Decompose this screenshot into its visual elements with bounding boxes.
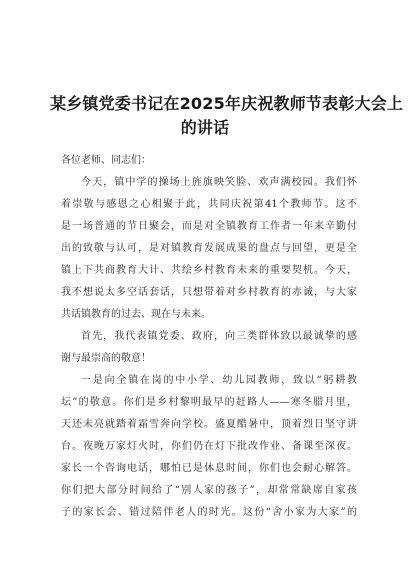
body-line: 各位老师、同志们：: [61, 155, 151, 166]
body-line: 是一场普通的节日聚会，而是对全镇教育工作者一年来辛勤付: [61, 221, 357, 232]
title-line-1: 某乡镇党委书记在2025年庆祝教师节表彰大会上: [50, 94, 404, 113]
body-line: 子的家长会、错过陪伴老人的时光。这份“舍小家为大家”的: [61, 507, 357, 518]
body-line: 今天，镇中学的操场上旌旗映笑脸、欢声满校园。我们怀: [81, 177, 357, 188]
body-line: 你们把大部分时间给了“别人家的孩子”，却常常缺席自家孩: [61, 485, 357, 496]
body-line: 一是向全镇在岗的中小学、幼儿园教师，致以“躬耕教: [81, 375, 357, 386]
body-line: 着崇敬与感恩之心相聚于此，共同庆祝第41个教师节。这不: [61, 199, 357, 210]
body-line: 天还未亮就踏着霜雪奔向学校。盛夏酷暑中，顶着烈日坚守讲: [61, 419, 357, 430]
document-body: [61, 150, 357, 524]
body-line: 共话镇教育的过去、现在与未来。: [61, 309, 211, 320]
document-title: [50, 92, 404, 140]
body-line: 出的致敬与认可，是对镇教育发展成果的盘点与回望，更是全: [61, 243, 357, 254]
title-line-2: 的讲话: [180, 118, 230, 137]
body-line: 坛”的敬意。你们是乡村黎明最早的赶路人——寒冬腊月里，: [61, 397, 357, 408]
body-line: 家长一个咨询电话，哪怕已是休息时间，你们也会耐心解答。: [61, 463, 357, 474]
body-line: 镇上下共商教育大计、共绘乡村教育未来的重要契机。今天，: [61, 265, 357, 276]
body-line: 我不想说太多空话套话，只想带着对乡村教育的赤诚，与大家: [61, 287, 357, 298]
body-line: 首先，我代表镇党委、政府，向三类群体致以最诚挚的感: [81, 331, 357, 342]
body-line: 谢与最崇高的敬意！: [61, 353, 151, 364]
body-line: 台。夜晚万家灯火时，你们仍在灯下批改作业、备课至深夜。: [61, 441, 357, 452]
